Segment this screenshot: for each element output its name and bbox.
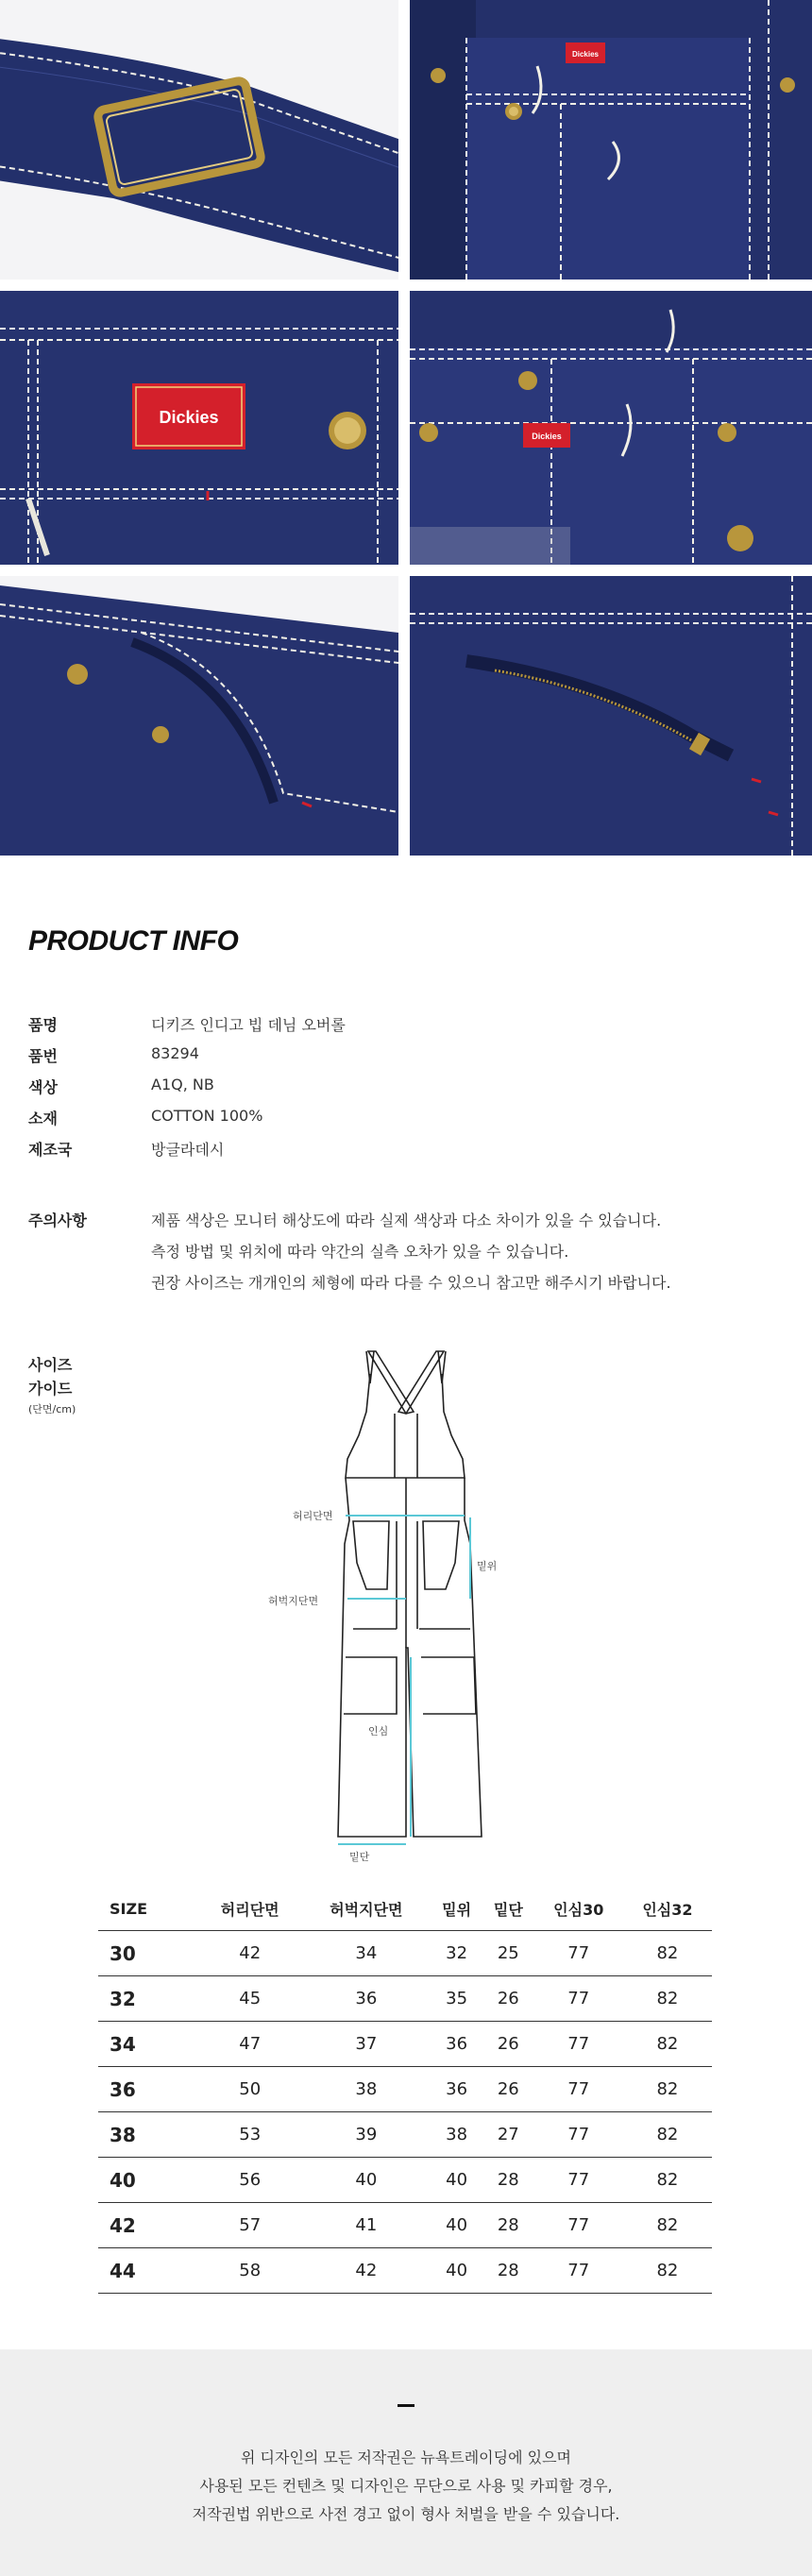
size-guide-unit: (단면/cm) [28,1403,76,1415]
table-cell: 82 [623,1931,712,1976]
size-table-header [98,1887,712,1931]
table-cell: 41 [301,2203,431,2248]
table-cell: 50 [198,2067,301,2112]
diagram-label-rise: 밑위 [477,1560,498,1572]
label-logo-text: Dickies [571,50,600,59]
table-cell: 82 [623,2203,712,2248]
table-row [98,1976,712,2022]
notice-line: 권장 사이즈는 개개인의 체형에 따라 다를 수 있으니 참고만 해주시기 바랍니다. [151,1274,671,1292]
table-cell: 25 [482,1931,534,1976]
table-row [98,1931,712,1976]
photo-pocket-buttons [410,291,812,565]
info-value: 디키즈 인디고 빕 데님 오버롤 [151,1016,346,1034]
header-cell: 허벅지단면 [301,1887,431,1931]
info-label: 소재 [28,1110,58,1127]
info-label: 품명 [28,1016,58,1034]
table-cell: 40 [431,2248,482,2294]
table-cell: 82 [623,2112,712,2158]
table-row [98,2248,712,2294]
table-cell: 77 [534,1976,623,2022]
table-cell: 32 [98,1976,198,2022]
product-info-title: PRODUCT INFO [28,925,239,957]
table-cell: 26 [482,2067,534,2112]
photo-zipper-pocket [410,576,812,856]
footer-divider [398,2404,414,2407]
table-cell: 42 [98,2203,198,2248]
table-cell: 38 [98,2112,198,2158]
table-cell: 28 [482,2203,534,2248]
table-cell: 58 [198,2248,301,2294]
table-cell: 34 [301,1931,431,1976]
table-cell: 42 [301,2248,431,2294]
table-cell: 36 [431,2067,482,2112]
size-table [98,1887,712,2294]
table-cell: 82 [623,1976,712,2022]
photo-label-closeup [0,291,398,565]
table-cell: 45 [198,1976,301,2022]
table-row [98,2022,712,2067]
size-guide-title-line2: 가이드 [28,1380,73,1398]
table-cell: 77 [534,2248,623,2294]
header-cell: 밑위 [431,1887,482,1931]
table-cell: 53 [198,2112,301,2158]
table-cell: 36 [431,2022,482,2067]
table-cell: 77 [534,2067,623,2112]
table-cell: 56 [198,2158,301,2203]
table-cell: 57 [198,2203,301,2248]
table-cell: 82 [623,2022,712,2067]
table-cell: 38 [431,2112,482,2158]
table-cell: 28 [482,2158,534,2203]
photo-strap-buckle [0,0,398,280]
table-row [98,2112,712,2158]
label-logo-text: Dickies [532,432,562,441]
table-cell: 37 [301,2022,431,2067]
table-cell: 47 [198,2022,301,2067]
table-cell: 77 [534,2112,623,2158]
header-cell: SIZE [98,1887,198,1931]
header-cell: 밑단 [482,1887,534,1931]
table-cell: 40 [301,2158,431,2203]
size-guide-title [28,1353,72,1400]
table-row [98,2067,712,2112]
table-cell: 35 [431,1976,482,2022]
table-cell: 28 [482,2248,534,2294]
table-cell: 36 [98,2067,198,2112]
table-cell: 77 [534,1931,623,1976]
diagram-label-hem: 밑단 [349,1851,370,1863]
size-guide-title-line1: 사이즈 [28,1356,73,1374]
diagram-label-waist: 허리단면 [293,1510,333,1522]
table-cell: 77 [534,2203,623,2248]
table-row [98,2203,712,2248]
table-cell: 77 [534,2022,623,2067]
overall-diagram [255,1346,557,1865]
info-value: A1Q, NB [151,1076,214,1093]
table-cell: 27 [482,2112,534,2158]
table-cell: 30 [98,1931,198,1976]
copyright-footer [0,2349,812,2576]
info-value: 83294 [151,1044,199,1062]
table-cell: 40 [431,2158,482,2203]
table-cell: 82 [623,2067,712,2112]
table-cell: 26 [482,2022,534,2067]
info-label: 색상 [28,1078,58,1096]
footer-line: 위 디자인의 모든 저작권은 뉴욕트레이딩에 있으며 [240,2449,571,2466]
table-cell: 44 [98,2248,198,2294]
diagram-label-inseam: 인심 [368,1725,389,1737]
table-cell: 82 [623,2248,712,2294]
info-value: COTTON 100% [151,1107,263,1125]
header-cell: 인심30 [534,1887,623,1931]
table-cell: 39 [301,2112,431,2158]
table-cell: 77 [534,2158,623,2203]
photo-grid [0,0,812,856]
diagram-label-thigh: 허벅지단면 [268,1595,319,1607]
notice-label: 주의사항 [28,1212,87,1229]
table-cell: 34 [98,2022,198,2067]
table-cell: 40 [431,2203,482,2248]
header-cell: 허리단면 [198,1887,301,1931]
table-row [98,2158,712,2203]
table-cell: 36 [301,1976,431,2022]
notice-line: 제품 색상은 모니터 해상도에 따라 실제 색상과 다소 차이가 있을 수 있습니다. [151,1212,662,1229]
info-value: 방글라데시 [151,1141,225,1159]
info-label: 품번 [28,1047,58,1065]
table-cell: 82 [623,2158,712,2203]
footer-line: 저작권법 위반으로 사전 경고 없이 형사 처벌을 받을 수 있습니다. [192,2505,620,2523]
label-logo-text: Dickies [159,408,219,427]
info-label: 제조국 [28,1141,73,1159]
table-cell: 38 [301,2067,431,2112]
notice-line: 측정 방법 및 위치에 따라 약간의 실측 오차가 있을 수 있습니다. [151,1243,569,1261]
table-cell: 32 [431,1931,482,1976]
table-cell: 26 [482,1976,534,2022]
photo-bib-pocket [410,0,812,280]
table-cell: 42 [198,1931,301,1976]
table-cell: 40 [98,2158,198,2203]
photo-side-pocket [0,576,398,856]
footer-line: 사용된 모든 컨텐츠 및 디자인은 무단으로 사용 및 카피할 경우, [199,2477,613,2495]
header-cell: 인심32 [623,1887,712,1931]
